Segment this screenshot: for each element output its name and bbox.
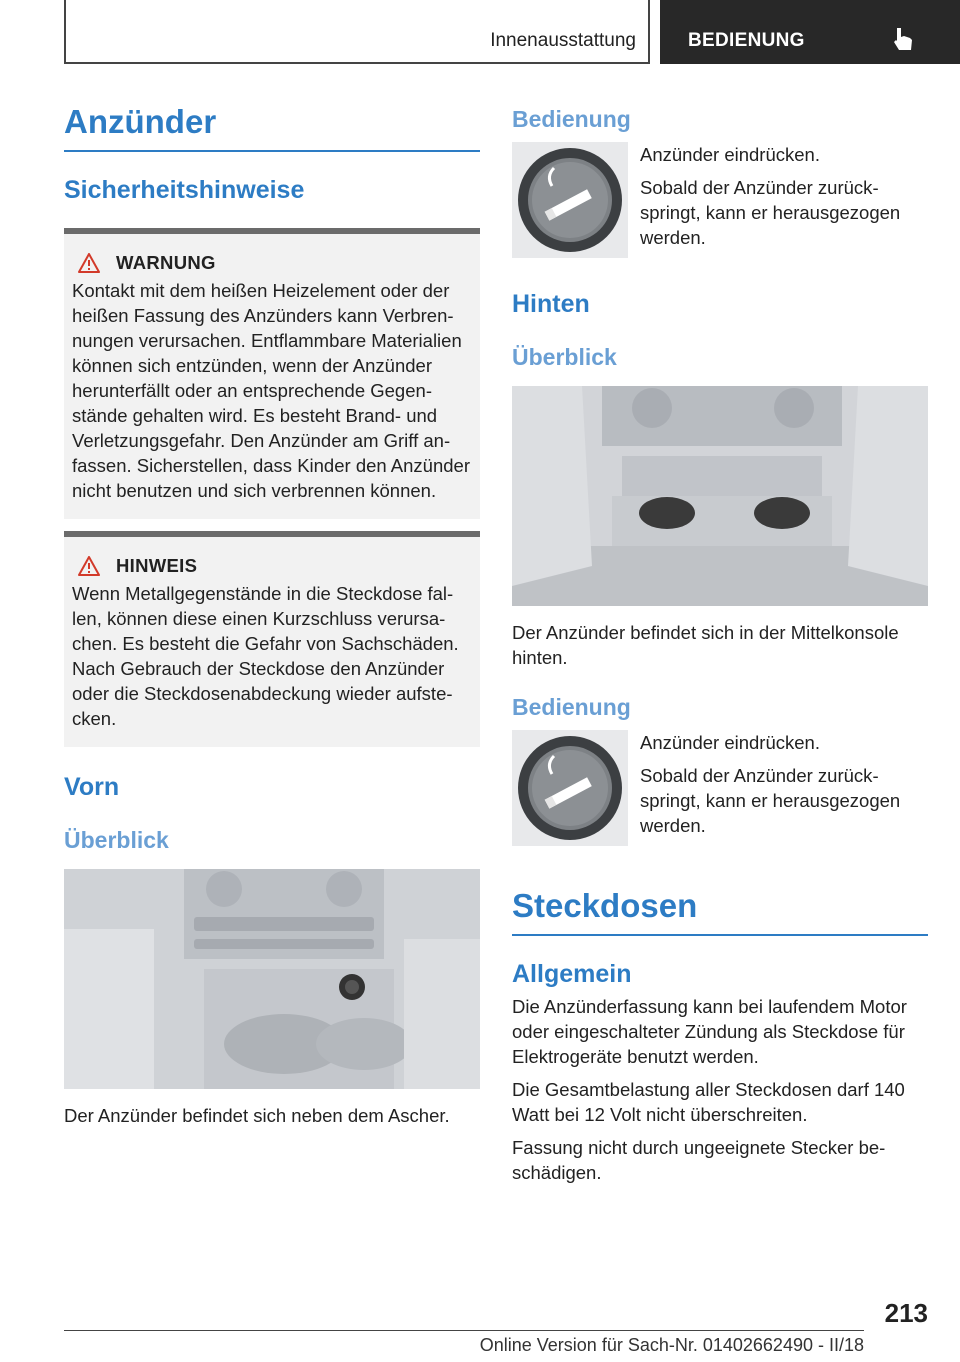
page-header	[64, 0, 960, 64]
online-version-note: Online Version für Sach-Nr. 01402662490 - II/18	[479, 1335, 864, 1355]
front-console-photo	[64, 869, 480, 1089]
front-caption: Der Anzünder befindet sich neben dem Ascher.	[64, 1105, 450, 1126]
lighter-button-image	[512, 730, 628, 846]
warning-triangle-icon	[78, 556, 100, 576]
page-title: Anzünder	[64, 100, 480, 152]
notice-text: Wenn Metallgegenstände in die Steckdose fallen, können diese einen Kurzschluss verursachen. Es besteht die Gefahr von Sachschäden. Nach Gebrauch der Steckdose den Anzünder oder die Steckdosenabdeckung wieder aufstecken.	[72, 583, 459, 729]
section-tab	[64, 0, 650, 64]
rear-heading: Hinten	[512, 290, 590, 318]
operation-rear	[512, 730, 928, 846]
page-footer	[64, 1330, 864, 1355]
general-paragraph-2: Die Gesamtbelastung aller Steckdosen darf 140 Watt bei 12 Volt nicht überschreiten.	[512, 1079, 905, 1125]
operation-heading-rear: Bedienung	[512, 694, 631, 720]
warning-triangle-icon	[78, 253, 100, 273]
warning-box	[64, 228, 480, 519]
operation-step-2: Sobald der Anzünder zurückspringt, kann er herausgezogen werden.	[640, 177, 901, 248]
front-heading: Vorn	[64, 773, 120, 801]
chapter-title: BEDIENUNG	[688, 30, 805, 51]
front-overview-heading: Überblick	[64, 827, 169, 853]
operation-step-1: Anzünder eindrücken.	[640, 144, 820, 165]
right-column	[512, 100, 928, 1185]
notice-box	[64, 531, 480, 747]
hand-pointer-icon	[892, 26, 914, 52]
notice-label: HINWEIS	[116, 555, 198, 576]
rear-overview-heading: Überblick	[512, 344, 617, 370]
lighter-button-image	[512, 142, 628, 258]
general-heading: Allgemein	[512, 960, 632, 988]
operation-heading-front: Bedienung	[512, 106, 631, 132]
operation-step-2: Sobald der Anzünder zurückspringt, kann er herausgezogen werden.	[640, 765, 901, 836]
general-paragraph-3: Fassung nicht durch ungeeignete Stecker beschädigen.	[512, 1137, 886, 1183]
sockets-title: Steckdosen	[512, 884, 928, 936]
operation-step-1: Anzünder eindrücken.	[640, 732, 820, 753]
general-paragraph-1: Die Anzünderfassung kann bei laufendem Motor oder eingeschalteter Zündung als Steckdose für Elektrogeräte benutzt werden.	[512, 996, 907, 1067]
operation-front	[512, 142, 928, 258]
page-number: 213	[884, 1298, 928, 1328]
warning-text: Kontakt mit dem heißen Heizelement oder der heißen Fassung des Anzünders kann Verbrennungen verursachen. Entflammbare Materialien können sich entzünden, wenn der Anzünder herunterfällt oder an entsprechende Gegenstände gehalten wird. Es besteht Brand- und Verletzungsgefahr. Den Anzünder am Griff anfassen. Sicherstellen, dass Kinder den Anzünder nicht benutzen und sich verbrennen können.	[72, 280, 470, 501]
chapter-tab	[660, 0, 960, 64]
rear-caption: Der Anzünder befindet sich in der Mittelkonsole hinten.	[512, 622, 899, 668]
left-column	[64, 100, 480, 1128]
section-title: Innenausstattung	[490, 30, 636, 51]
rear-console-photo	[512, 386, 928, 606]
safety-heading: Sicherheitshinweise	[64, 176, 305, 204]
warning-label: WARNUNG	[116, 252, 216, 273]
